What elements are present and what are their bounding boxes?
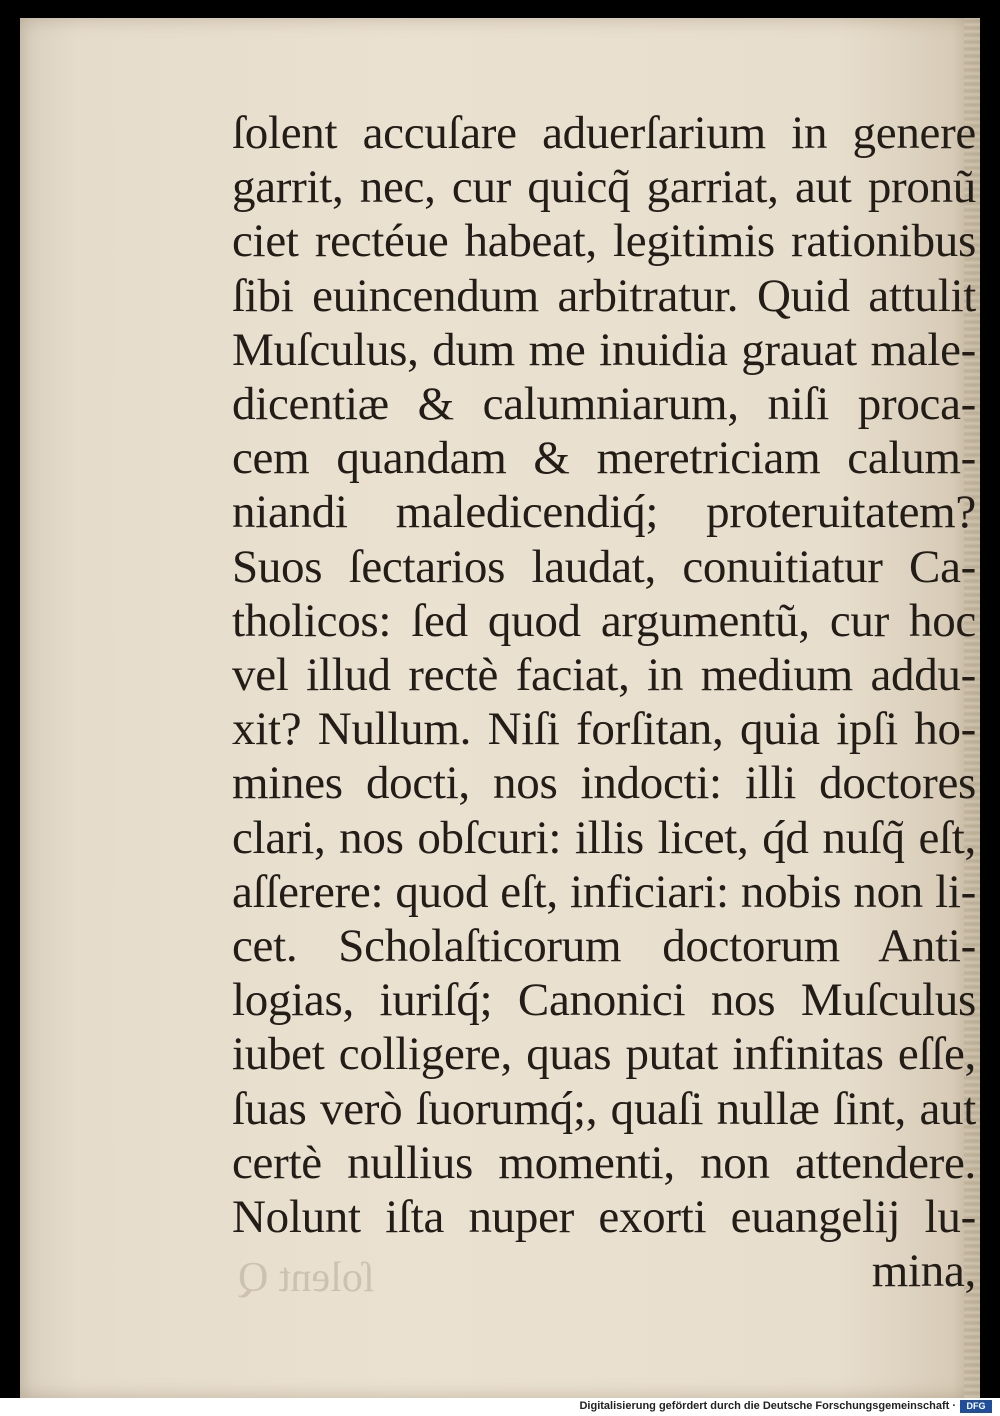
text-line: garrit, nec, cur quicq̃ garriat, aut pronũ: [232, 161, 976, 214]
text-line: ſuas verò ſuorumq́;, quaſi nullæ ſint, aut: [232, 1082, 976, 1135]
text-line: vel illud rectè faciat, in medium addu-: [232, 649, 976, 701]
dfg-logo-icon[interactable]: DFG: [960, 1400, 992, 1413]
text-line: tholicos: ſed quod argumentũ, cur hoc: [232, 594, 976, 647]
footer-bar: [0, 1398, 1000, 1416]
text-line: Muſculus, dum me inuidia grauat male-: [232, 323, 976, 376]
text-line: Nolunt iſta nuper exorti euangelij lu-: [232, 1191, 976, 1243]
text-line: cet. Scholaſticorum doctorum Anti-: [232, 920, 976, 972]
text-line: ſibi euincendum arbitratur. Quid attulit: [232, 269, 976, 322]
text-line: Suos ſectarios laudat, conuitiatur Ca-: [232, 540, 976, 593]
text-line: dicentiæ & calumniarum, niſi proca-: [232, 378, 976, 430]
text-line: aſſerere: quod eſt, inficiari: nobis non li-: [232, 865, 976, 918]
text-line: ciet rectéue habeat, legitimis rationibus: [232, 215, 976, 268]
text-line: clari, nos obſcuri: illis licet, q́d nuſq̃ eſt,: [232, 811, 976, 864]
text-line: cem quandam & meretriciam calum-: [232, 432, 976, 485]
catchword: mina,: [871, 1245, 976, 1298]
footer-credit: Digitalisierung gefördert durch die Deutsche Forschungsgemeinschaft ·: [579, 1400, 956, 1412]
text-line: niandi maledicendiq́; proteruitatem?: [232, 486, 976, 539]
page-scan: [20, 18, 980, 1398]
text-line: logias, iuriſq́; Canonici nos Muſculus: [232, 974, 976, 1027]
text-line: ſolent accuſare aduerſarium in genere: [232, 107, 976, 159]
text-line: mines docti, nos indocti: illi doctores: [232, 757, 976, 810]
text-line: certè nullius momenti, non attendere.: [232, 1136, 976, 1189]
text-line: iubet colligere, quas putat infinitas eſſe,: [232, 1028, 976, 1081]
text-line: xit? Nullum. Niſi forſitan, quia ipſi ho-: [232, 703, 976, 756]
bleed-through-text: ſolent Q: [238, 1255, 375, 1301]
